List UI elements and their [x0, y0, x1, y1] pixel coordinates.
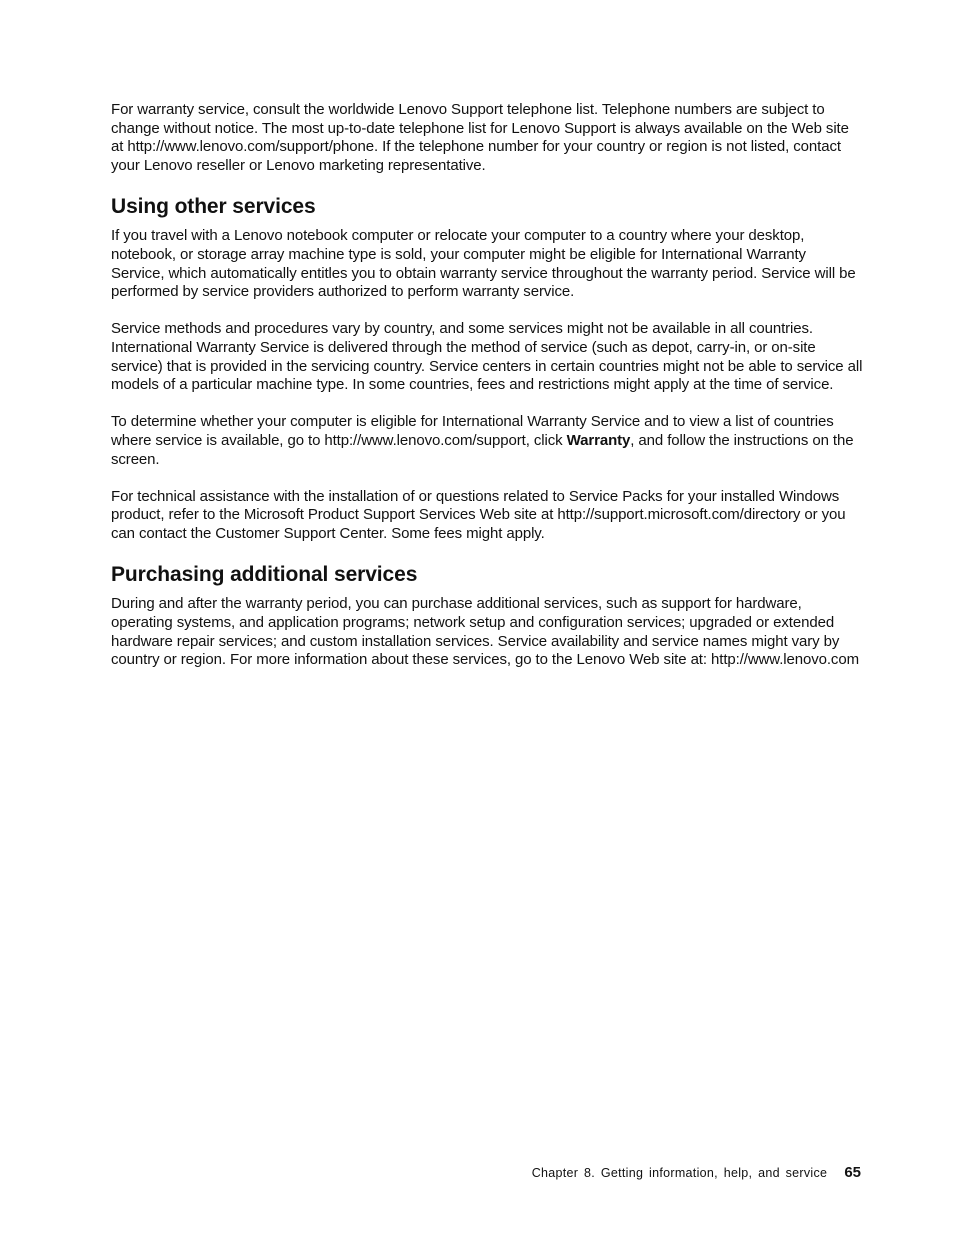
- warranty-bold-term: Warranty: [566, 431, 631, 449]
- page-content: [111, 101, 863, 670]
- section-heading-purchasing-additional-services: Purchasing additional services: [111, 563, 418, 587]
- footer-chapter-title: Chapter 8. Getting information, help, and service: [531, 1166, 828, 1180]
- footer-page-number: 65: [844, 1164, 861, 1181]
- purchasing-additional-services-paragraph-1: During and after the warranty period, you can purchase additional services, such as support for hardware, operating systems, and application programs; network setup and configuration services; upgraded or extended hardware repair services; and custom installation services. Service availability and service names might vary by country or region. For more information about these services, go to the Lenovo Web site at: http://www.lenovo.com: [111, 595, 859, 669]
- intro-paragraph: For warranty service, consult the worldwide Lenovo Support telephone list. Telephone numbers are subject to change without notice. The most up-to-date telephone list for Lenovo Support is always available on the Web site at http://www.lenovo.com/support/phone. If the telephone number for your country or region is not listed, contact your Lenovo reseller or Lenovo marketing representative.: [111, 101, 849, 174]
- using-other-services-paragraph-2: Service methods and procedures vary by country, and some services might not be available in all countries. International Warranty Service is delivered through the method of service (such as depot, carry-in, or on-site service) that is provided in the servicing country. Service centers in certain countries might not be able to service all models of a particular machine type. In some countries, fees and restrictions might apply at the time of service.: [111, 320, 863, 394]
- paragraph-3-text-before: To determine whether your computer is eligible for International Warranty Service and to view a list of countries where service is available, go to http://www.lenovo.com/support, click: [111, 413, 834, 449]
- using-other-services-paragraph-1: If you travel with a Lenovo notebook computer or relocate your computer to a country where your desktop, notebook, or storage array machine type is sold, your computer might be eligible for International Warranty Service, which automatically entitles you to obtain warranty service throughout the warranty period. Service will be performed by service providers authorized to perform warranty service.: [111, 227, 856, 301]
- using-other-services-paragraph-4: For technical assistance with the installation of or questions related to Service Packs for your installed Windows product, refer to the Microsoft Product Support Services Web site at http://support.microsoft.com/directory or you can contact the Customer Support Center. Some fees might apply.: [111, 487, 846, 542]
- section-heading-using-other-services: Using other services: [111, 195, 316, 219]
- page-footer: [532, 1164, 861, 1181]
- paragraph-3-text-after: , and follow the instructions on the screen.: [111, 431, 854, 468]
- using-other-services-paragraph-3: [111, 413, 863, 469]
